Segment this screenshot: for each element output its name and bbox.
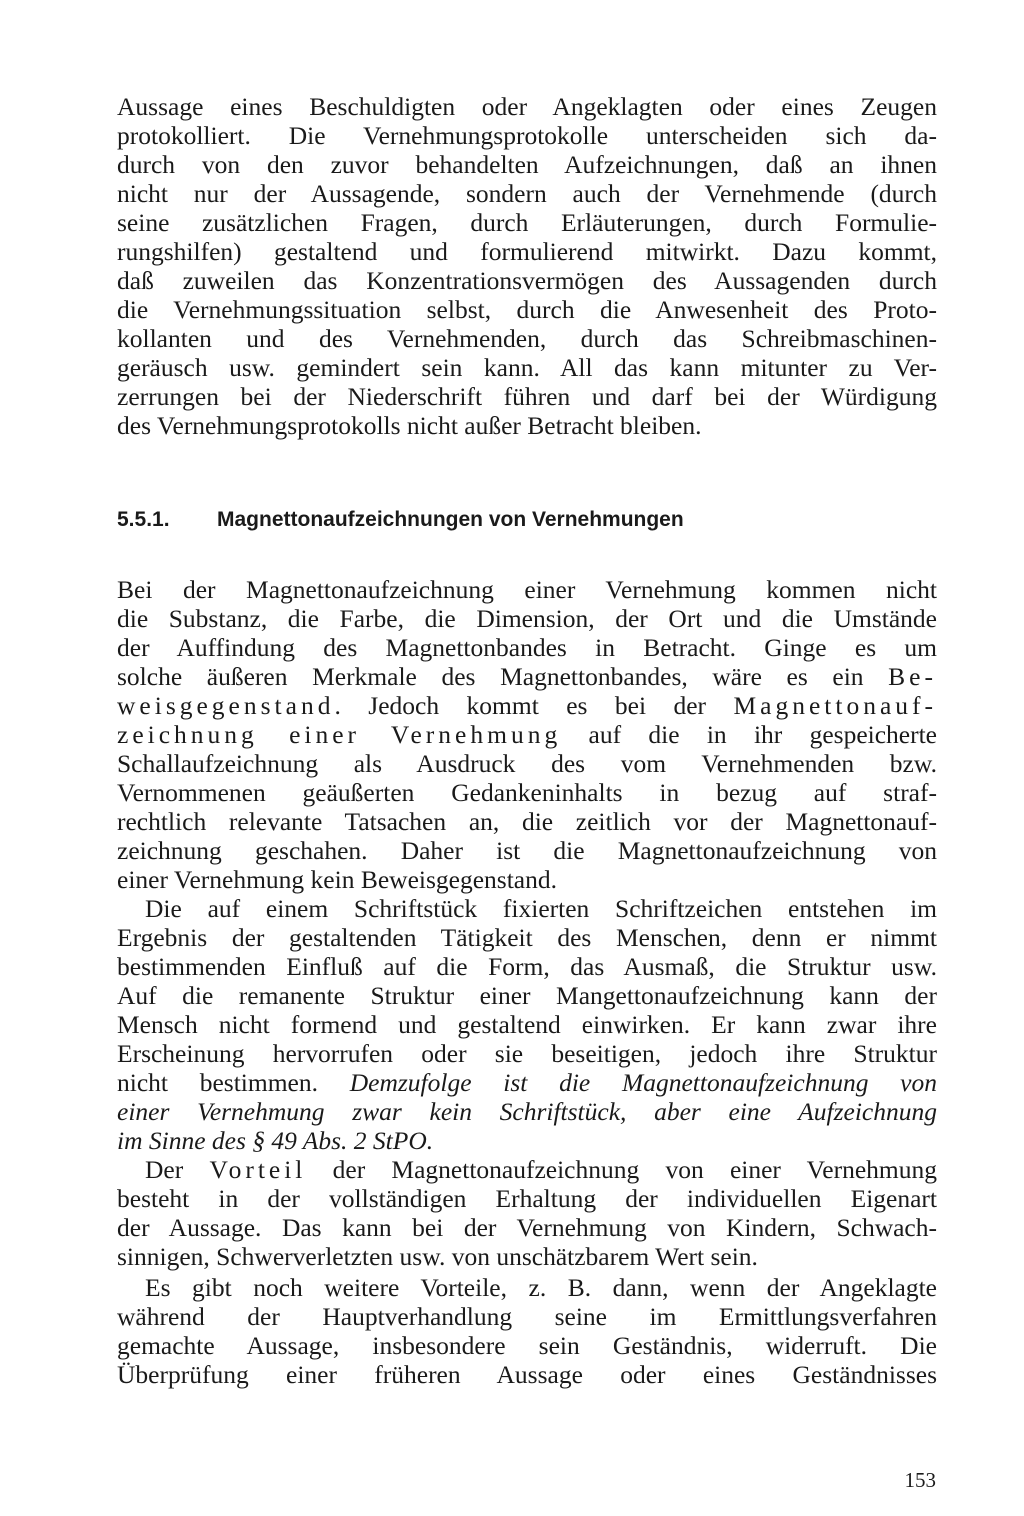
text-line: rungshilfen) gestaltend und formulierend mitwirkt. Dazu kommt,	[117, 237, 937, 266]
text-line: rechtlich relevante Tatsachen an, die zeitlich vor der Magnettonauf-	[117, 807, 937, 836]
text-line: der Aussage. Das kann bei der Vernehmung von Kindern, Schwach-	[117, 1213, 937, 1242]
text-line: Aussage eines Beschuldigten oder Angeklagten oder eines Zeugen	[117, 92, 937, 121]
italic-line: einer Vernehmung zwar kein Schriftstück, aber eine Aufzeichnung	[117, 1097, 937, 1126]
section-title: Magnettonaufzeichnungen von Vernehmungen	[217, 508, 684, 531]
text-line: Überprüfung einer früheren Aussage oder eines Geständnisses	[117, 1360, 937, 1389]
spaced-term: Magnettonauf-	[733, 691, 937, 720]
text-line: Ergebnis der gestaltenden Tätigkeit des Menschen, denn er nimmt	[117, 923, 937, 952]
spaced-term: zeichnung einer Vernehmung	[117, 720, 562, 749]
text-line: gemachte Aussage, insbesondere sein Geständnis, widerruft. Die	[117, 1331, 937, 1360]
spaced-term: Be-	[888, 662, 937, 691]
text-line	[117, 1070, 937, 1096]
section-number: 5.5.1.	[117, 508, 170, 531]
text-span: nicht bestimmen.	[117, 1068, 350, 1097]
text-line: Es gibt noch weitere Vorteile, z. B. dann, wenn der Angeklagte	[145, 1273, 937, 1302]
text-line	[117, 664, 937, 690]
text-span: der Magnettonaufzeichnung von einer Vernehmung	[306, 1155, 937, 1184]
spaced-term: Vorteil	[209, 1155, 307, 1184]
text-line: einer Vernehmung kein Beweisgegenstand.	[117, 865, 557, 894]
text-line: sinnigen, Schwerverletzten usw. von unschätzbarem Wert sein.	[117, 1242, 758, 1271]
text-line	[117, 722, 937, 748]
text-line: Schallaufzeichnung als Ausdruck des vom Vernehmenden bzw.	[117, 749, 937, 778]
text-line: Auf die remanente Struktur einer Mangettonaufzeichnung kann der	[117, 981, 937, 1010]
text-line: des Vernehmungsprotokolls nicht außer Betracht bleiben.	[117, 411, 702, 440]
italic-line: im Sinne des § 49 Abs. 2 StPO.	[117, 1126, 434, 1155]
text-line: daß zuweilen das Konzentrationsvermögen des Aussagenden durch	[117, 266, 937, 295]
text-line: seine zusätzlichen Fragen, durch Erläuterungen, durch Formulie-	[117, 208, 937, 237]
text-line: Bei der Magnettonaufzeichnung einer Vernehmung kommen nicht	[117, 575, 937, 604]
text-line: Die auf einem Schriftstück fixierten Schriftzeichen entstehen im	[145, 894, 937, 923]
page-number: 153	[904, 1468, 936, 1492]
text-line: Mensch nicht formend und gestaltend einwirken. Er kann zwar ihre	[117, 1010, 937, 1039]
text-line: die Vernehmungssituation selbst, durch die Anwesenheit des Proto-	[117, 295, 937, 324]
text-span: solche äußeren Merkmale des Magnettonbandes, wäre es ein	[117, 662, 889, 691]
text-line: die Substanz, die Farbe, die Dimension, der Ort und die Umstände	[117, 604, 937, 633]
text-line	[145, 1157, 937, 1183]
text-line: bestimmenden Einfluß auf die Form, das Ausmaß, die Struktur usw.	[117, 952, 937, 981]
text-span: Der	[145, 1155, 210, 1184]
text-line: geräusch usw. gemindert sein kann. All das kann mitunter zu Ver-	[117, 353, 937, 382]
text-line: Erscheinung hervorrufen oder sie beseitigen, jedoch ihre Struktur	[117, 1039, 937, 1068]
text-line: kollanten und des Vernehmenden, durch das Schreibmaschinen-	[117, 324, 937, 353]
text-line: protokolliert. Die Vernehmungsprotokolle unterscheiden sich da-	[117, 121, 937, 150]
text-line: zerrungen bei der Niederschrift führen und darf bei der Würdigung	[117, 382, 937, 411]
text-line: besteht in der vollständigen Erhaltung der individuellen Eigenart	[117, 1184, 937, 1213]
text-line: nicht nur der Aussagende, sondern auch der Vernehmende (durch	[117, 179, 937, 208]
text-line: Vernommenen geäußerten Gedankeninhalts in bezug auf straf-	[117, 778, 937, 807]
text-line: zeichnung geschahen. Daher ist die Magnettonaufzeichnung von	[117, 836, 937, 865]
italic-text: Demzufolge ist die Magnettonaufzeichnung von	[349, 1068, 937, 1097]
text-span: . Jedoch kommt es bei der	[334, 691, 734, 720]
section-heading	[117, 508, 684, 532]
text-line	[117, 693, 937, 719]
text-line: durch von den zuvor behandelten Aufzeichnungen, daß an ihnen	[117, 150, 937, 179]
text-line: während der Hauptverhandlung seine im Ermittlungsverfahren	[117, 1302, 937, 1331]
text-line: der Auffindung des Magnettonbandes in Betracht. Ginge es um	[117, 633, 937, 662]
text-span: auf die in ihr gespeicherte	[561, 720, 937, 749]
spaced-term: weisgegenstand	[117, 691, 335, 720]
